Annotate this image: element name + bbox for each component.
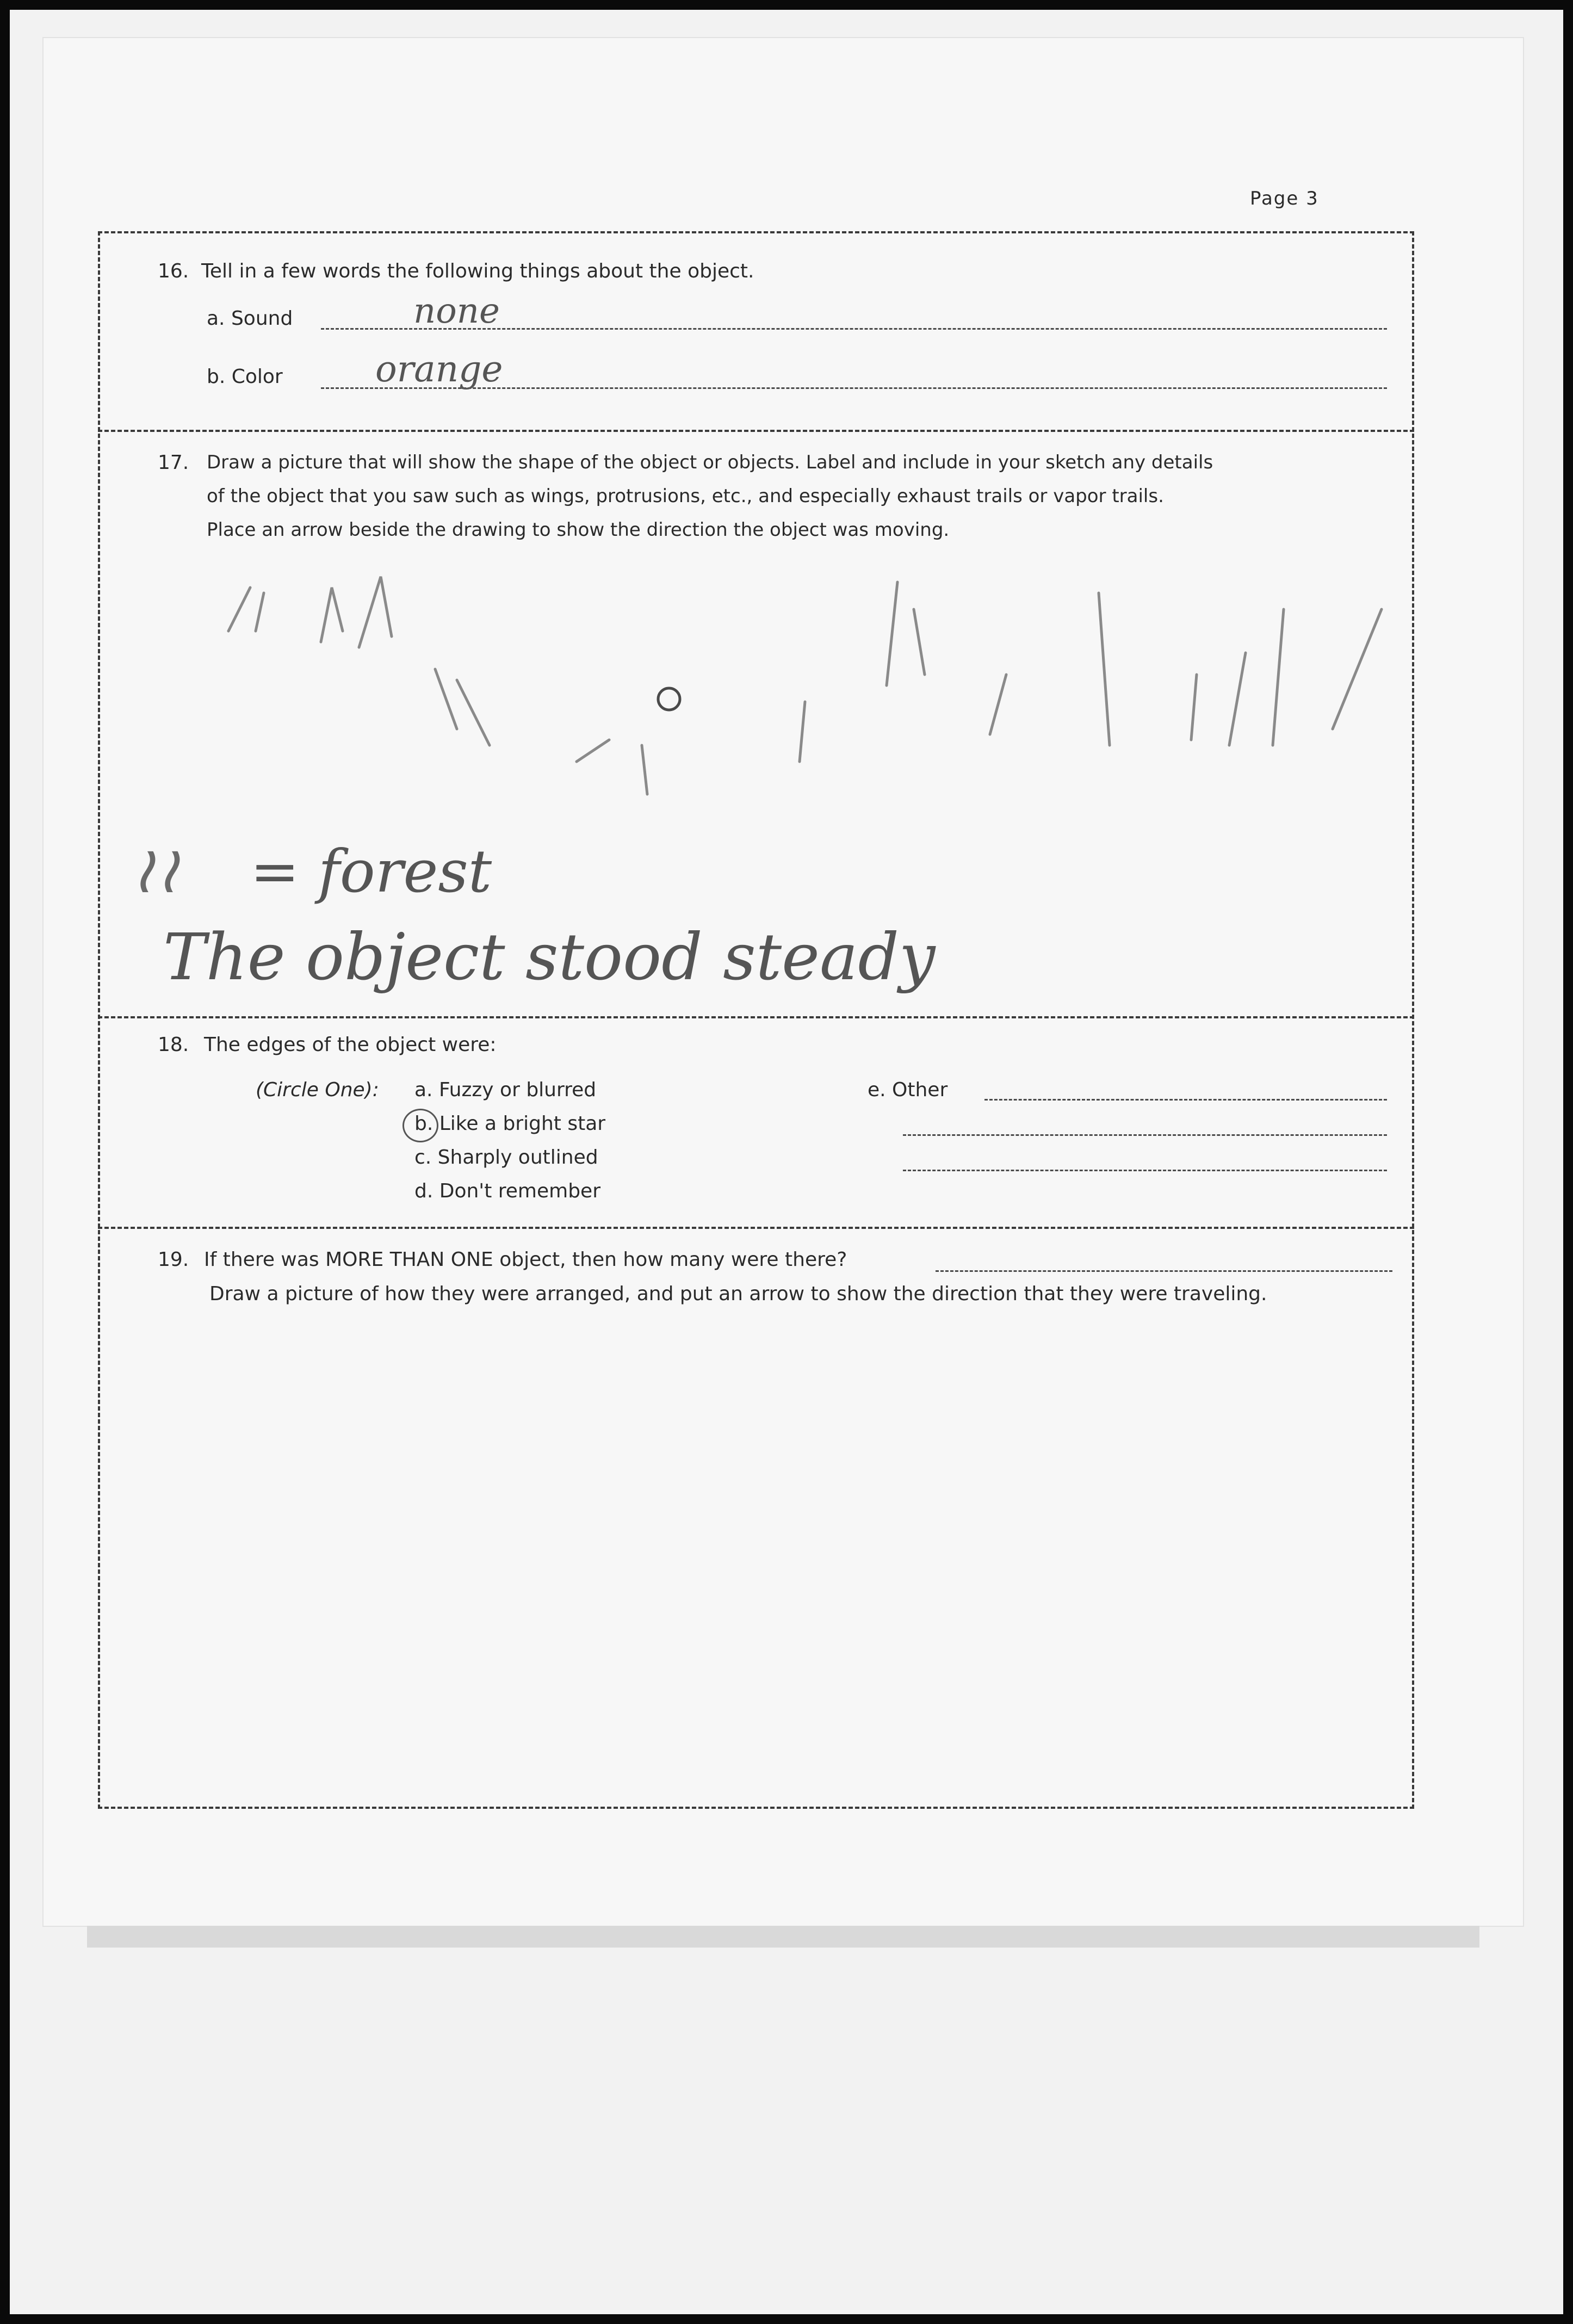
object-sketch xyxy=(163,566,1414,816)
tree-stroke xyxy=(1099,593,1110,745)
tree-stroke xyxy=(321,588,343,642)
q18-prompt: The edges of the object were: xyxy=(204,1034,497,1056)
option-e[interactable]: e. Other xyxy=(868,1079,948,1101)
tree-stroke xyxy=(642,745,647,794)
q17-line-3: Place an arrow beside the drawing to show the direction the object was moving. xyxy=(207,519,950,541)
q19-line-2: Draw a picture of how they were arranged, and put an arrow to show the direction that they were traveling. xyxy=(209,1283,1267,1305)
option-b[interactable]: b. Like a bright star xyxy=(414,1112,606,1135)
q17-number: 17. xyxy=(158,452,189,474)
color-answer[interactable]: orange xyxy=(375,348,503,390)
tree-stroke xyxy=(914,609,925,675)
page-number: Page 3 xyxy=(1250,188,1319,209)
object-count-line[interactable] xyxy=(936,1270,1392,1272)
divider-18-19 xyxy=(98,1227,1414,1229)
q19-line-1: If there was MORE THAN ONE object, then how many were there? xyxy=(204,1248,847,1271)
other-line-1 xyxy=(984,1099,1387,1101)
other-line-2 xyxy=(903,1134,1387,1136)
q17-line-2: of the object that you saw such as wings, protrusions, etc., and especially exhaust trails or vapor trails. xyxy=(207,485,1164,507)
q16-number: 16. xyxy=(158,260,189,282)
sound-label: a. Sound xyxy=(207,307,293,330)
option-c[interactable]: c. Sharply outlined xyxy=(414,1146,598,1169)
option-d[interactable]: d. Don't remember xyxy=(414,1180,600,1202)
arrangement-drawing-area[interactable] xyxy=(103,1316,1409,1801)
option-a[interactable]: a. Fuzzy or blurred xyxy=(414,1079,597,1101)
tree-stroke xyxy=(1191,675,1197,740)
tree-stroke xyxy=(435,669,457,729)
q16-prompt: Tell in a few words the following things about the object. xyxy=(201,260,754,282)
tree-stroke xyxy=(1333,609,1382,729)
sketch-label-forest: = forest xyxy=(250,838,492,906)
tree-stroke xyxy=(228,588,250,631)
q17-line-1: Draw a picture that will show the shape of the object or objects. Label and include in your sketch any details xyxy=(207,452,1213,473)
tree-stroke xyxy=(359,577,392,647)
q18-number: 18. xyxy=(158,1034,189,1056)
page-shadow xyxy=(87,1926,1479,1948)
object-circle xyxy=(658,688,680,710)
divider-16-17 xyxy=(98,430,1414,432)
divider-17-18 xyxy=(98,1016,1414,1018)
color-label: b. Color xyxy=(207,366,283,388)
tree-stroke xyxy=(256,593,264,631)
other-line-3 xyxy=(903,1170,1387,1171)
tree-stroke xyxy=(800,702,805,762)
tree-stroke xyxy=(1229,653,1246,745)
sketch-note: The object stood steady xyxy=(163,919,936,994)
tree-stroke xyxy=(990,675,1006,734)
sound-answer[interactable]: none xyxy=(413,291,500,331)
tree-stroke xyxy=(457,680,490,745)
tree-stroke xyxy=(577,740,609,762)
circle-one-instruction: (Circle One): xyxy=(256,1079,379,1101)
tree-stroke xyxy=(1273,609,1284,745)
q19-number: 19. xyxy=(158,1248,189,1271)
tree-stroke xyxy=(887,582,897,685)
sketch-label-mark: ≀≀ xyxy=(131,832,179,908)
